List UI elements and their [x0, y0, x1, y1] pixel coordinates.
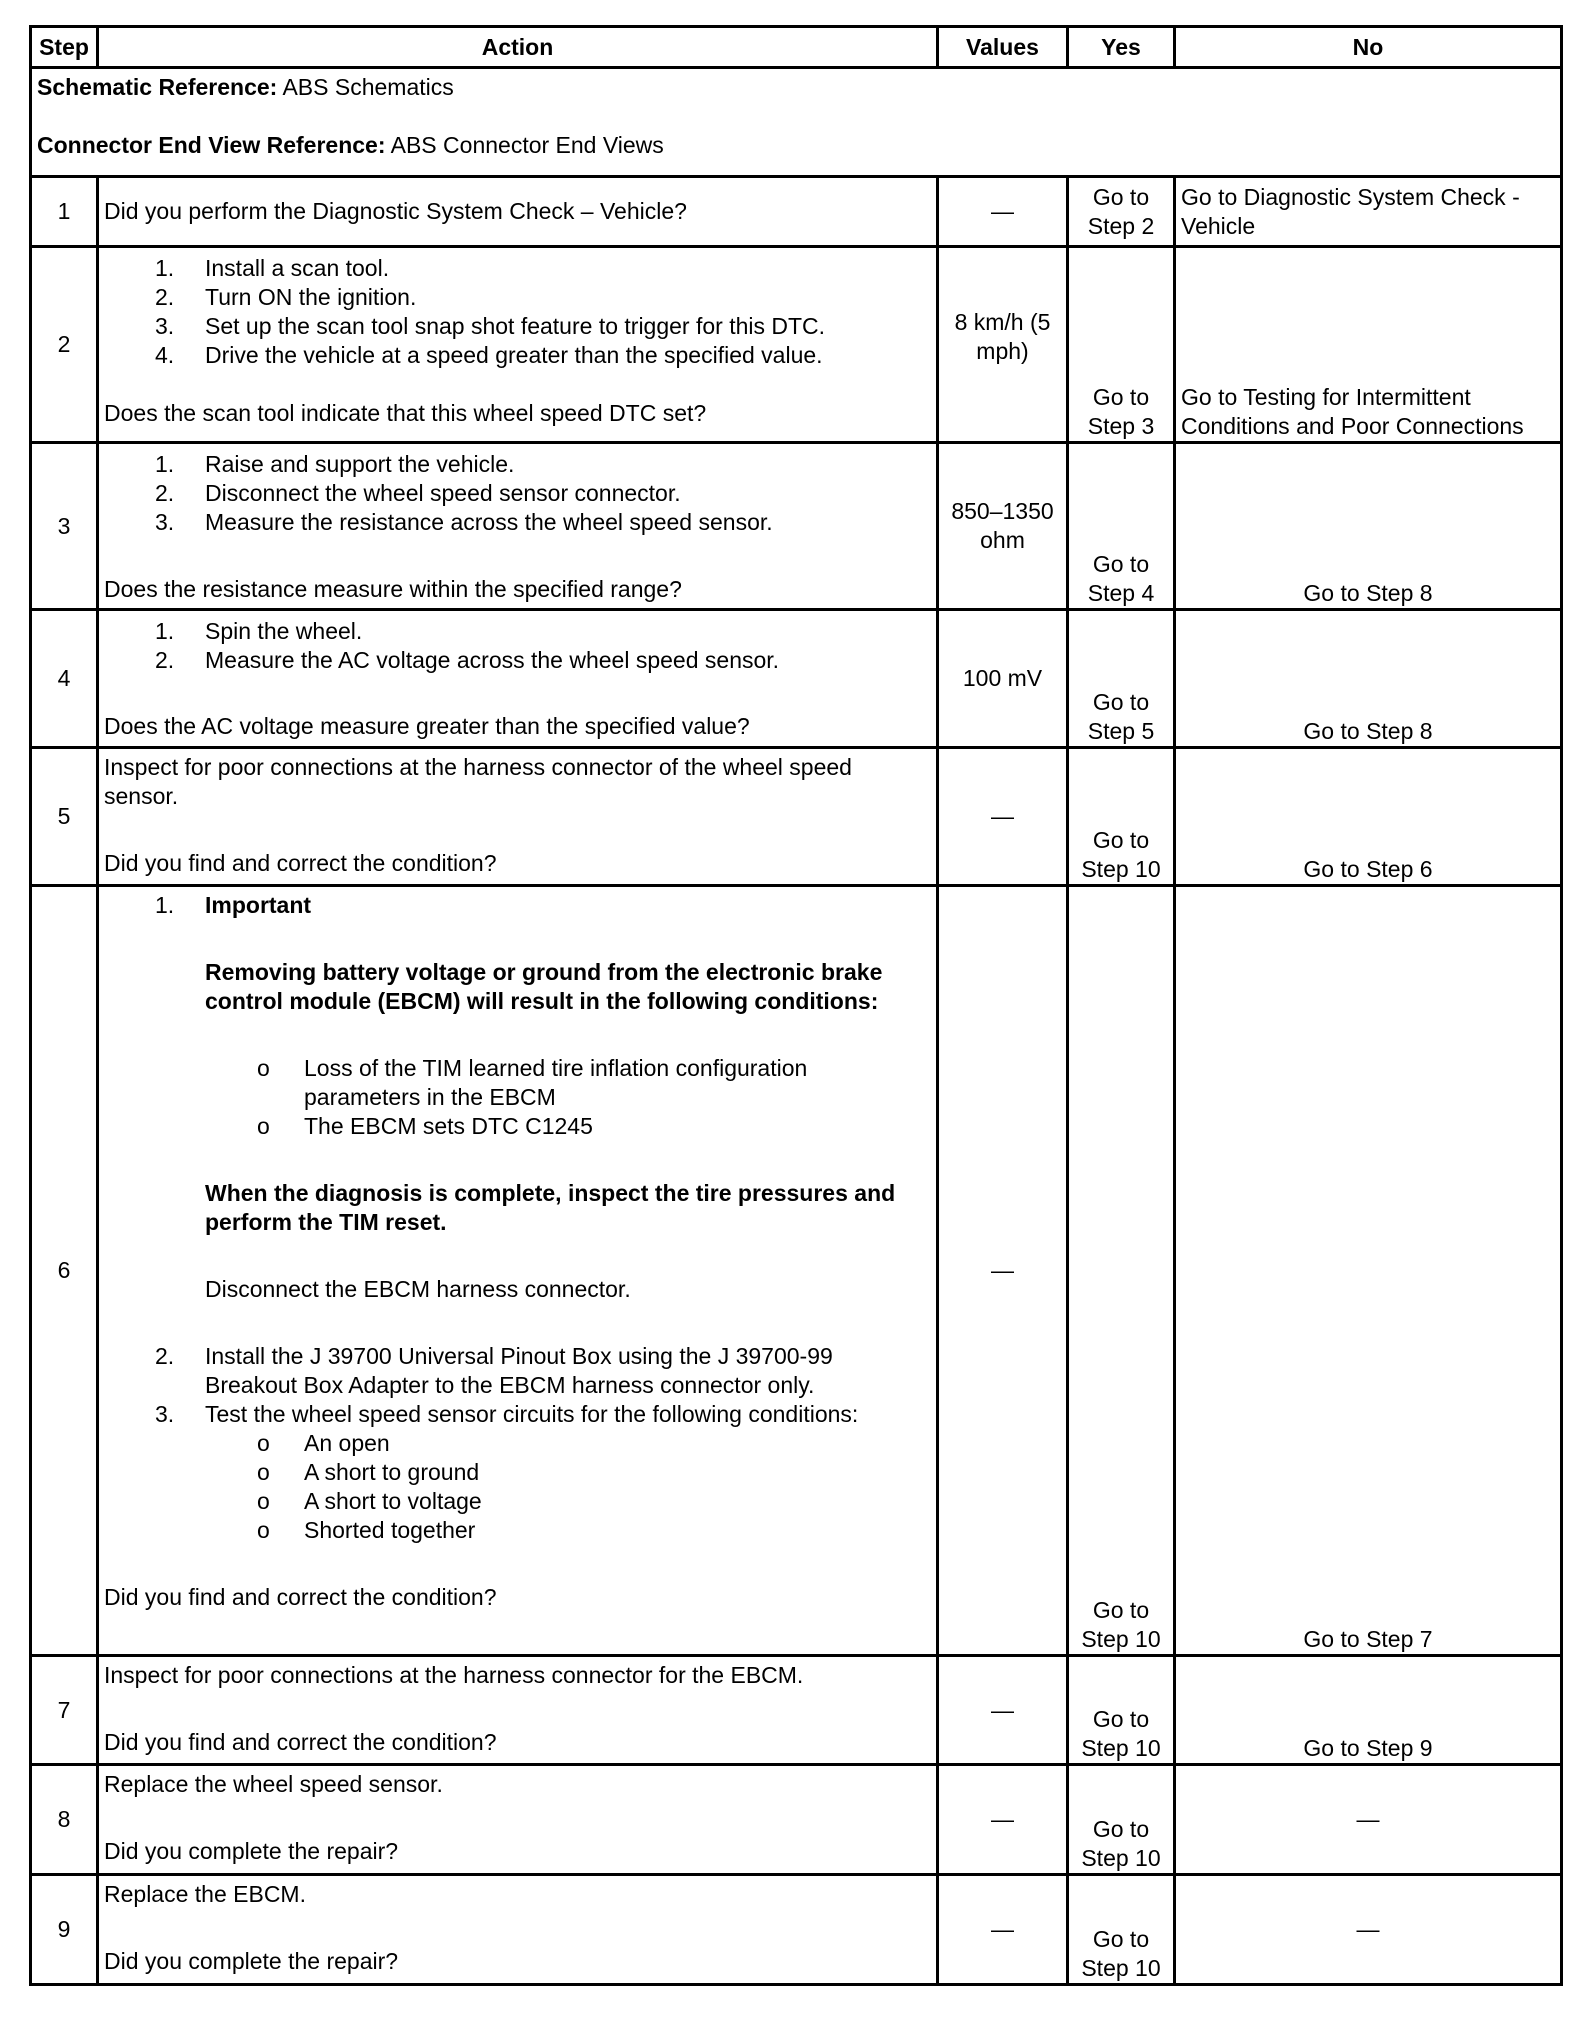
list-item: 2. Install the J 39700 Universal Pinout Box using the J 39700-99 Breakout Box Adapter to the EBCM harness connector only.	[155, 1343, 833, 1398]
value-cell: —	[938, 1765, 1068, 1875]
header-action: Action	[98, 27, 938, 68]
test-condition-list	[205, 1429, 931, 1545]
header-yes: Yes	[1068, 27, 1175, 68]
list-item: o A short to voltage	[104, 1487, 931, 1516]
table-row	[31, 610, 1562, 748]
no-cell: Go to Step 7	[1175, 886, 1562, 1656]
yes-cell: Go to Step 2	[1068, 177, 1175, 247]
action-cell	[98, 886, 938, 1656]
instruction: Inspect for poor connections at the harness connector for the EBCM.	[104, 1662, 804, 1688]
value-cell: 100 mV	[938, 610, 1068, 748]
no-cell: —	[1175, 1765, 1562, 1875]
step-number: 1	[31, 177, 98, 247]
action-cell	[98, 1656, 938, 1765]
disconnect-instruction: Disconnect the EBCM harness connector.	[205, 1276, 631, 1302]
list-item: 3. Set up the scan tool snap shot feature to trigger for this DTC.	[155, 313, 826, 339]
list-item: o A short to ground	[104, 1458, 931, 1487]
list-item: o An open	[104, 1429, 931, 1458]
yes-cell: Go to Step 10	[1068, 886, 1175, 1656]
value-cell: 8 km/h (5 mph)	[938, 247, 1068, 443]
action-cell	[98, 610, 938, 748]
list-item: 1. Spin the wheel.	[155, 618, 363, 644]
value-cell: —	[938, 748, 1068, 886]
instruction: Replace the EBCM.	[104, 1881, 306, 1907]
question: Does the scan tool indicate that this wheel speed DTC set?	[104, 400, 707, 426]
action-cell: Did you perform the Diagnostic System Check – Vehicle?	[98, 177, 938, 247]
question: Does the resistance measure within the specified range?	[104, 576, 682, 602]
value-cell: —	[938, 1875, 1068, 1985]
value-cell: —	[938, 177, 1068, 247]
no-cell: Go to Diagnostic System Check - Vehicle	[1175, 177, 1562, 247]
action-cell	[98, 1875, 938, 1985]
after-diagnosis-note: When the diagnosis is complete, inspect the tire pressures and perform the TIM reset.	[205, 1180, 896, 1235]
yes-cell: Go to Step 3	[1068, 247, 1175, 443]
value-cell: —	[938, 1656, 1068, 1765]
step-number: 8	[31, 1765, 98, 1875]
action-list	[104, 254, 931, 370]
action-list	[104, 891, 931, 1545]
step-number: 6	[31, 886, 98, 1656]
table-row	[31, 1656, 1562, 1765]
table-row	[31, 177, 1562, 247]
list-item: 3. Measure the resistance across the wheel speed sensor.	[155, 509, 773, 535]
important-label: Important	[205, 892, 312, 918]
references-row	[31, 68, 1562, 177]
instruction: Inspect for poor connections at the harness connector of the wheel speed sensor.	[104, 754, 852, 809]
action-list	[104, 617, 931, 675]
table-row	[31, 748, 1562, 886]
references-cell	[31, 68, 1562, 177]
list-item: o The EBCM sets DTC C1245	[104, 1112, 931, 1141]
table-row	[31, 1875, 1562, 1985]
yes-cell: Go to Step 10	[1068, 748, 1175, 886]
yes-cell: Go to Step 10	[1068, 1875, 1175, 1985]
no-cell: Go to Step 8	[1175, 610, 1562, 748]
header-step: Step	[31, 27, 98, 68]
action-cell	[98, 443, 938, 610]
question: Did you complete the repair?	[104, 1838, 399, 1864]
yes-cell: Go to Step 10	[1068, 1765, 1175, 1875]
list-item: 4. Drive the vehicle at a speed greater than the specified value.	[155, 342, 823, 368]
step-number: 4	[31, 610, 98, 748]
list-item: 1. Important Removing battery voltage or ground from the electronic brake control module (EBCM) will result in the following conditions: o Loss of the TIM learned tire inflation configuration parameters in the EBCM o The EBCM sets DTC C1245 When the diagnosis is complete, inspect the tire pressures and perform the TIM reset. Disconnect the EBCM harness connector.	[104, 891, 931, 1342]
question: Did you find and correct the condition?	[104, 1729, 497, 1755]
no-cell: —	[1175, 1875, 1562, 1985]
schematic-reference: Schematic Reference: ABS Schematics	[37, 74, 454, 100]
table-row	[31, 247, 1562, 443]
value-cell: 850–1350 ohm	[938, 443, 1068, 610]
no-cell: Go to Step 6	[1175, 748, 1562, 886]
action-cell	[98, 247, 938, 443]
diagnostic-table	[29, 25, 1563, 1986]
question: Did you complete the repair?	[104, 1948, 399, 1974]
step-number: 5	[31, 748, 98, 886]
diagnostic-table-page	[29, 25, 1560, 1986]
question: Did you find and correct the condition?	[104, 850, 497, 876]
value-cell: —	[938, 886, 1068, 1656]
yes-cell: Go to Step 5	[1068, 610, 1175, 748]
step-number: 3	[31, 443, 98, 610]
action-cell	[98, 748, 938, 886]
list-item: 2. Measure the AC voltage across the wheel speed sensor.	[155, 647, 780, 673]
instruction: Replace the wheel speed sensor.	[104, 1771, 443, 1797]
question: Did you find and correct the condition?	[104, 1584, 497, 1610]
header-row	[31, 27, 1562, 68]
condition-list	[205, 1054, 931, 1141]
table-row	[31, 886, 1562, 1656]
list-item: o Loss of the TIM learned tire inflation configuration parameters in the EBCM	[104, 1054, 931, 1112]
list-item: 2. Disconnect the wheel speed sensor connector.	[155, 480, 681, 506]
header-values: Values	[938, 27, 1068, 68]
step-number: 9	[31, 1875, 98, 1985]
no-cell: Go to Testing for Intermittent Conditions and Poor Connections	[1175, 247, 1562, 443]
important-warning: Removing battery voltage or ground from the electronic brake control module (EBCM) will result in the following conditions:	[205, 959, 883, 1014]
no-cell: Go to Step 8	[1175, 443, 1562, 610]
table-row	[31, 1765, 1562, 1875]
header-no: No	[1175, 27, 1562, 68]
list-item: 1. Raise and support the vehicle.	[155, 451, 515, 477]
list-item: 3. Test the wheel speed sensor circuits for the following conditions: o An open o A short to ground o A short to voltage o Shorted together	[104, 1400, 931, 1545]
action-cell	[98, 1765, 938, 1875]
yes-cell: Go to Step 10	[1068, 1656, 1175, 1765]
yes-cell: Go to Step 4	[1068, 443, 1175, 610]
action-list	[104, 450, 931, 537]
no-cell: Go to Step 9	[1175, 1656, 1562, 1765]
table-row	[31, 443, 1562, 610]
list-item: 1. Install a scan tool.	[155, 255, 390, 281]
list-item: 2. Turn ON the ignition.	[155, 284, 417, 310]
step-number: 2	[31, 247, 98, 443]
list-item: o Shorted together	[104, 1516, 931, 1545]
question: Does the AC voltage measure greater than the specified value?	[104, 713, 750, 739]
step-number: 7	[31, 1656, 98, 1765]
connector-reference: Connector End View Reference: ABS Connector End Views	[37, 132, 664, 158]
